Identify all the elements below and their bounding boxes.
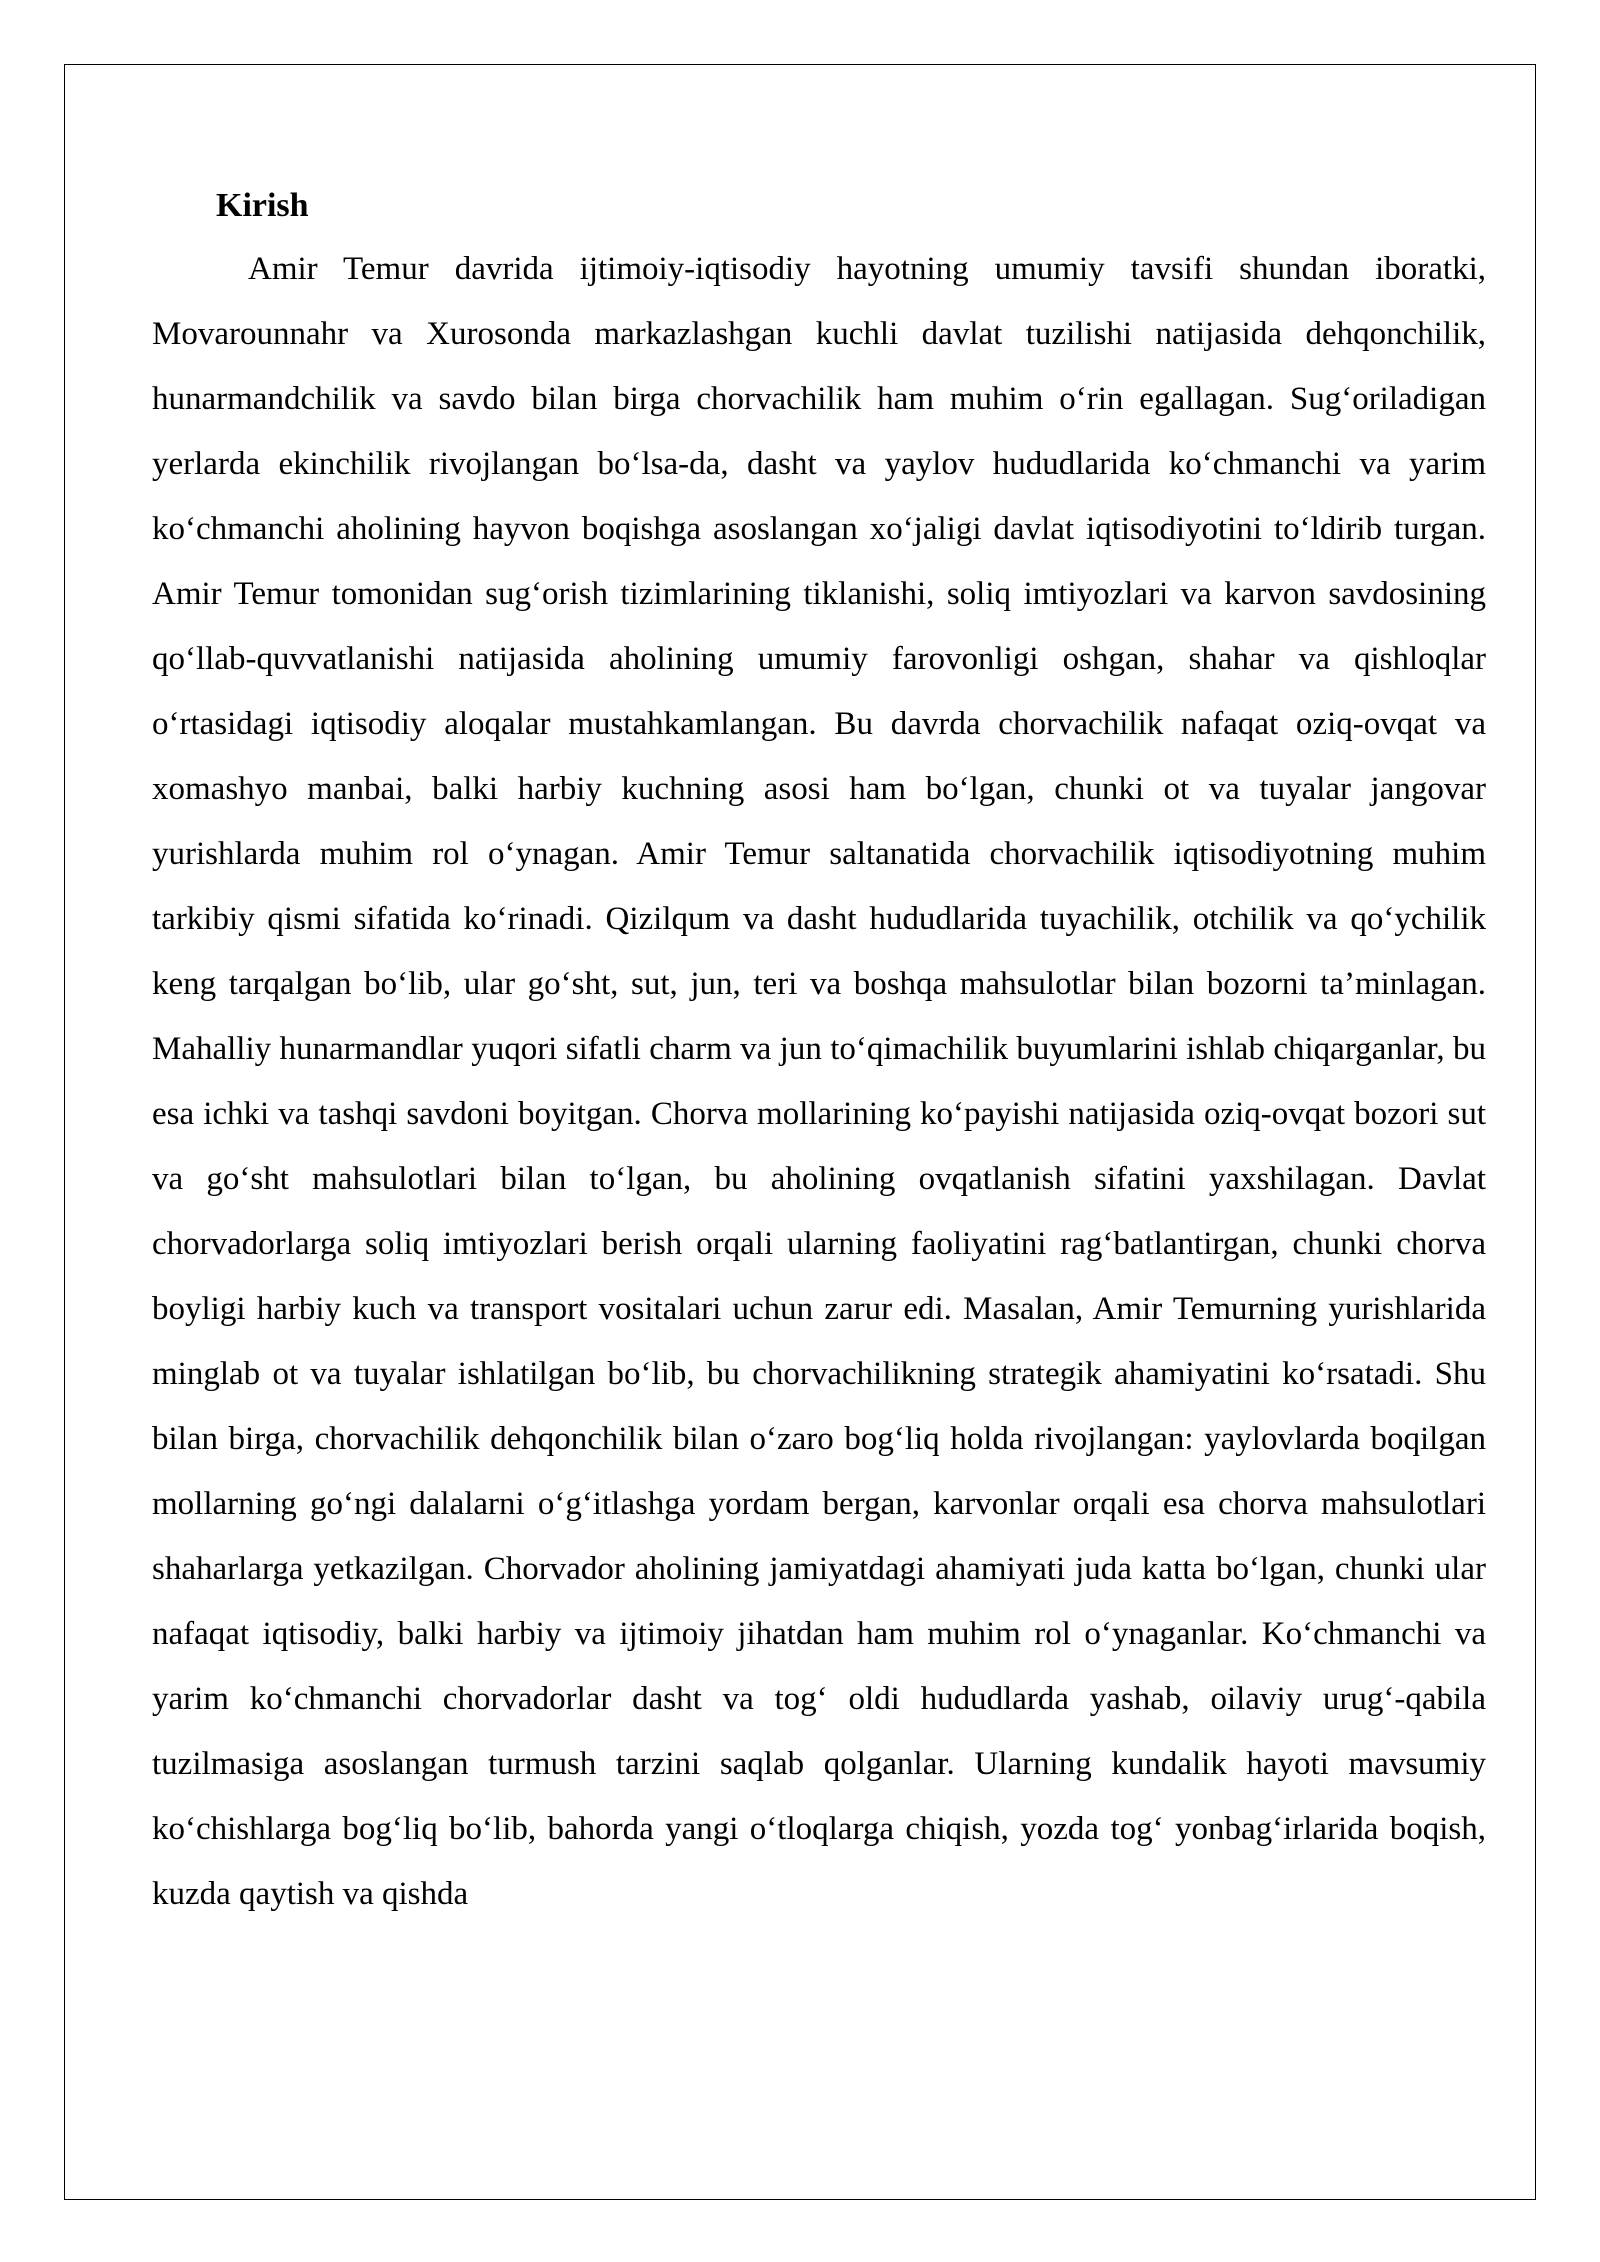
section-heading: Kirish bbox=[216, 187, 309, 224]
document-body bbox=[152, 177, 1486, 1927]
body-paragraph: Amir Temur davrida ijtimoiy-iqtisodiy hayotning umumiy tavsifi shundan iboratki, Movarounnahr va Xurosonda markazlashgan kuchli davlat tuzilishi natijasida dehqonchilik, hunarmandchilik va savdo bilan birga chorvachilik ham muhim o‘rin egallagan. Sug‘oriladigan yerlarda ekinchilik rivojlangan bo‘lsa-da, dasht va yaylov hududlarida ko‘chmanchi va yarim ko‘chmanchi aholining hayvon boqishga asoslangan xo‘jaligi davlat iqtisodiyotini to‘ldirib turgan. Amir Temur tomonidan sug‘orish tizimlarining tiklanishi, soliq imtiyozlari va karvon savdosining qo‘llab-quvvatlanishi natijasida aholining umumiy farovonligi oshgan, shahar va qishloqlar o‘rtasidagi iqtisodiy aloqalar mustahkamlangan. Bu davrda chorvachilik nafaqat oziq-ovqat va xomashyo manbai, balki harbiy kuchning asosi ham bo‘lgan, chunki ot va tuyalar jangovar yurishlarda muhim rol o‘ynagan. Amir Temur saltanatida chorvachilik iqtisodiyotning muhim tarkibiy qismi sifatida ko‘rinadi. Qizilqum va dasht hududlarida tuyachilik, otchilik va qo‘ychilik keng tarqalgan bo‘lib, ular go‘sht, sut, jun, teri va boshqa mahsulotlar bilan bozorni ta’minlagan. Mahalliy hunarmandlar yuqori sifatli charm va jun to‘qimachilik buyumlarini ishlab chiqarganlar, bu esa ichki va tashqi savdoni boyitgan. Chorva mollarining ko‘payishi natijasida oziq-ovqat bozori sut va go‘sht mahsulotlari bilan to‘lgan, bu aholining ovqatlanish sifatini yaxshilagan. Davlat chorvadorlarga soliq imtiyozlari berish orqali ularning faoliyatini rag‘batlantirgan, chunki chorva boyligi harbiy kuch va transport vositalari uchun zarur edi. Masalan, Amir Temurning yurishlarida minglab ot va tuyalar ishlatilgan bo‘lib, bu chorvachilikning strategik ahamiyatini ko‘rsatadi. Shu bilan birga, chorvachilik dehqonchilik bilan o‘zaro bog‘liq holda rivojlangan: yaylovlarda boqilgan mollarning go‘ngi dalalarni o‘g‘itlashga yordam bergan, karvonlar orqali esa chorva mahsulotlari shaharlarga yetkazilgan. Chorvador aholining jamiyatdagi ahamiyati juda katta bo‘lgan, chunki ular nafaqat iqtisodiy, balki harbiy va ijtimoiy jihatdan ham muhim rol o‘ynaganlar. Ko‘chmanchi va yarim ko‘chmanchi chorvadorlar dasht va tog‘ oldi hududlarda yashab, oilaviy urug‘-qabila tuzilmasiga asoslangan turmush tarzini saqlab qolganlar. Ularning kundalik hayoti mavsumiy ko‘chishlarga bog‘liq bo‘lib, bahorda yangi o‘tloqlarga chiqish, yozda tog‘ yonbag‘irlarida boqish, kuzda qaytish va qishda bbox=[152, 251, 1486, 1912]
